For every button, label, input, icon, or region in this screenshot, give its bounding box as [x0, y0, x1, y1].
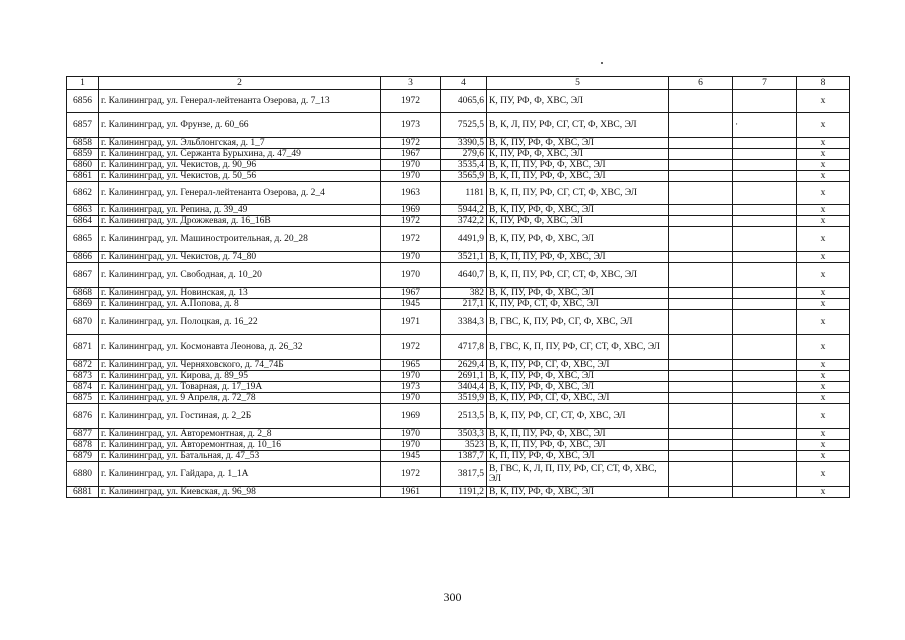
column-7-cell: [733, 462, 797, 487]
column-6-cell: [669, 335, 733, 360]
systems-cell: В, К, ПУ, РФ, Ф, ХВС, ЭЛ: [487, 371, 669, 382]
row-number: 6861: [67, 171, 99, 182]
column-7-cell: [733, 404, 797, 429]
table-row: [67, 113, 850, 138]
mark-cell: х: [797, 371, 850, 382]
year-cell: 1969: [381, 205, 441, 216]
mark-cell: х: [797, 429, 850, 440]
row-number: 6870: [67, 310, 99, 335]
table-row: [67, 429, 850, 440]
year-cell: 1945: [381, 451, 441, 462]
mark-cell: х: [797, 263, 850, 288]
mark-cell: х: [797, 310, 850, 335]
mark-cell: х: [797, 113, 850, 138]
column-7-cell: [733, 440, 797, 451]
area-cell: 3817,5: [441, 462, 487, 487]
mark-cell: х: [797, 462, 850, 487]
row-number: 6860: [67, 160, 99, 171]
systems-cell: К, ПУ, РФ, Ф, ХВС, ЭЛ: [487, 216, 669, 227]
address-cell: г. Калининград, ул. Гайдара, д. 1_1А: [99, 462, 381, 487]
column-6-cell: [669, 227, 733, 252]
row-number: 6873: [67, 371, 99, 382]
column-7-cell: [733, 335, 797, 360]
address-cell: г. Калининград, ул. Машиностроительная, д. 20_28: [99, 227, 381, 252]
column-6-cell: [669, 252, 733, 263]
year-cell: 1970: [381, 160, 441, 171]
systems-cell: В, К, ПУ, РФ, Ф, ХВС, ЭЛ: [487, 382, 669, 393]
address-cell: г. Калининград, ул. Черняховского, д. 74_74Б: [99, 360, 381, 371]
table-row: [67, 138, 850, 149]
year-cell: 1972: [381, 138, 441, 149]
systems-cell: В, К, ПУ, РФ, Ф, ХВС, ЭЛ: [487, 205, 669, 216]
row-number: 6869: [67, 299, 99, 310]
row-number: 6876: [67, 404, 99, 429]
systems-cell: К, ПУ, РФ, Ф, ХВС, ЭЛ: [487, 149, 669, 160]
mark-cell: х: [797, 216, 850, 227]
mark-cell: х: [797, 171, 850, 182]
table-row: [67, 227, 850, 252]
systems-cell: В, К, ПУ, РФ, Ф, ХВС, ЭЛ: [487, 138, 669, 149]
column-7-cell: [733, 382, 797, 393]
year-cell: 1963: [381, 182, 441, 205]
row-number: 6881: [67, 487, 99, 498]
column-7-cell: [733, 288, 797, 299]
mark-cell: х: [797, 138, 850, 149]
row-number: 6875: [67, 393, 99, 404]
column-6-cell: [669, 371, 733, 382]
column-7-cell: [733, 171, 797, 182]
header-cell-3: 3: [381, 77, 441, 90]
address-cell: г. Калининград, ул. Эльблонгская, д. 1_7: [99, 138, 381, 149]
year-cell: 1965: [381, 360, 441, 371]
column-6-cell: [669, 404, 733, 429]
systems-cell: К, ПУ, РФ, Ф, ХВС, ЭЛ: [487, 90, 669, 113]
systems-cell: К, П, ПУ, РФ, Ф, ХВС, ЭЛ: [487, 451, 669, 462]
row-number: 6867: [67, 263, 99, 288]
row-number: 6864: [67, 216, 99, 227]
mark-cell: х: [797, 149, 850, 160]
mark-cell: х: [797, 440, 850, 451]
year-cell: 1970: [381, 440, 441, 451]
systems-cell: В, К, ПУ, РФ, СГ, Ф, ХВС, ЭЛ: [487, 360, 669, 371]
column-6-cell: [669, 149, 733, 160]
column-7-cell: [733, 138, 797, 149]
column-6-cell: [669, 299, 733, 310]
table-row: [67, 299, 850, 310]
area-cell: 3384,3: [441, 310, 487, 335]
column-6-cell: [669, 429, 733, 440]
row-number: 6880: [67, 462, 99, 487]
year-cell: 1970: [381, 252, 441, 263]
address-cell: г. Калининград, ул. Репина, д. 39_49: [99, 205, 381, 216]
year-cell: 1970: [381, 371, 441, 382]
address-cell: г. Калининград, ул. Генерал-лейтенанта Озерова, д. 7_13: [99, 90, 381, 113]
row-number: 6856: [67, 90, 99, 113]
mark-cell: х: [797, 360, 850, 371]
area-cell: 2691,1: [441, 371, 487, 382]
header-row: [67, 77, 850, 90]
column-6-cell: [669, 171, 733, 182]
systems-cell: В, ГВС, К, П, ПУ, РФ, СГ, СТ, Ф, ХВС, ЭЛ: [487, 335, 669, 360]
mark-cell: х: [797, 393, 850, 404]
table-row: [67, 310, 850, 335]
address-cell: г. Калининград, ул. А.Попова, д. 8: [99, 299, 381, 310]
mark-cell: х: [797, 227, 850, 252]
row-number: 6858: [67, 138, 99, 149]
column-7-cell: [733, 205, 797, 216]
column-6-cell: [669, 205, 733, 216]
row-number: 6872: [67, 360, 99, 371]
table-row: [67, 451, 850, 462]
column-6-cell: [669, 113, 733, 138]
table-row: [67, 462, 850, 487]
area-cell: 382: [441, 288, 487, 299]
systems-cell: В, К, ПУ, РФ, Ф, ХВС, ЭЛ: [487, 227, 669, 252]
year-cell: 1973: [381, 382, 441, 393]
area-cell: 7525,5: [441, 113, 487, 138]
column-7-cell: [733, 360, 797, 371]
row-number: 6857: [67, 113, 99, 138]
area-cell: 1191,2: [441, 487, 487, 498]
row-number: 6863: [67, 205, 99, 216]
area-cell: 3404,4: [441, 382, 487, 393]
area-cell: 5944,2: [441, 205, 487, 216]
area-cell: 4491,9: [441, 227, 487, 252]
table-row: [67, 160, 850, 171]
table-row: [67, 171, 850, 182]
column-6-cell: [669, 487, 733, 498]
column-7-cell: [733, 160, 797, 171]
header-cell-5: 5: [487, 77, 669, 90]
area-cell: 3565,9: [441, 171, 487, 182]
table-row: [67, 90, 850, 113]
table-row: [67, 487, 850, 498]
address-cell: г. Калининград, ул. Товарная, д. 17_19А: [99, 382, 381, 393]
header-cell-8: 8: [797, 77, 850, 90]
address-cell: г. Калининград, ул. Дрожжевая, д. 16_16В: [99, 216, 381, 227]
table-row: [67, 263, 850, 288]
table-row: [67, 404, 850, 429]
year-cell: 1970: [381, 263, 441, 288]
column-7-cell: [733, 487, 797, 498]
column-6-cell: [669, 451, 733, 462]
column-7-cell: [733, 310, 797, 335]
table-row: [67, 371, 850, 382]
area-cell: 3519,9: [441, 393, 487, 404]
systems-cell: В, К, П, ПУ, РФ, СГ, СТ, Ф, ХВС, ЭЛ: [487, 263, 669, 288]
area-cell: 1181: [441, 182, 487, 205]
mark-cell: х: [797, 487, 850, 498]
year-cell: 1970: [381, 393, 441, 404]
year-cell: 1972: [381, 90, 441, 113]
header-cell-7: 7: [733, 77, 797, 90]
column-6-cell: [669, 382, 733, 393]
row-number: 6879: [67, 451, 99, 462]
address-cell: г. Калининград, ул. Новинская, д. 13: [99, 288, 381, 299]
year-cell: 1970: [381, 171, 441, 182]
column-7-cell: [733, 149, 797, 160]
mark-cell: х: [797, 288, 850, 299]
address-cell: г. Калининград, ул. Чекистов, д. 74_80: [99, 252, 381, 263]
systems-cell: В, К, П, ПУ, РФ, Ф, ХВС, ЭЛ: [487, 160, 669, 171]
systems-cell: В, К, ПУ, РФ, Ф, ХВС, ЭЛ: [487, 288, 669, 299]
row-number: 6874: [67, 382, 99, 393]
mark-cell: х: [797, 205, 850, 216]
mark-cell: х: [797, 252, 850, 263]
column-7-cell: [733, 299, 797, 310]
area-cell: 3390,5: [441, 138, 487, 149]
systems-cell: В, К, П, ПУ, РФ, Ф, ХВС, ЭЛ: [487, 252, 669, 263]
column-7-cell: [733, 252, 797, 263]
row-number: 6865: [67, 227, 99, 252]
column-7-cell: [733, 182, 797, 205]
year-cell: 1970: [381, 429, 441, 440]
column-7-cell: ·: [733, 113, 797, 138]
year-cell: 1961: [381, 487, 441, 498]
year-cell: 1972: [381, 335, 441, 360]
address-cell: г. Калининград, ул. Полоцкая, д. 16_22: [99, 310, 381, 335]
address-cell: г. Калининград, ул. Кирова, д. 89_95: [99, 371, 381, 382]
column-6-cell: [669, 182, 733, 205]
mark-cell: х: [797, 182, 850, 205]
table-body: [67, 90, 850, 498]
mark-cell: х: [797, 299, 850, 310]
systems-cell: В, ГВС, К, ПУ, РФ, СГ, Ф, ХВС, ЭЛ: [487, 310, 669, 335]
column-6-cell: [669, 310, 733, 335]
systems-cell: К, ПУ, РФ, СТ, Ф, ХВС, ЭЛ: [487, 299, 669, 310]
mark-cell: х: [797, 335, 850, 360]
column-7-cell: [733, 451, 797, 462]
row-number: 6859: [67, 149, 99, 160]
area-cell: 3521,1: [441, 252, 487, 263]
year-cell: 1972: [381, 462, 441, 487]
systems-cell: В, К, Л, ПУ, РФ, СГ, СТ, Ф, ХВС, ЭЛ: [487, 113, 669, 138]
mark-cell: х: [797, 404, 850, 429]
housing-registry-table: [66, 76, 850, 498]
row-number: 6878: [67, 440, 99, 451]
systems-cell: В, К, П, ПУ, РФ, Ф, ХВС, ЭЛ: [487, 440, 669, 451]
address-cell: г. Калининград, ул. Свободная, д. 10_20: [99, 263, 381, 288]
systems-cell: В, К, П, ПУ, РФ, Ф, ХВС, ЭЛ: [487, 429, 669, 440]
area-cell: 217,1: [441, 299, 487, 310]
year-cell: 1967: [381, 288, 441, 299]
mark-cell: х: [797, 160, 850, 171]
year-cell: 1972: [381, 216, 441, 227]
column-6-cell: [669, 440, 733, 451]
column-6-cell: [669, 90, 733, 113]
table-row: [67, 382, 850, 393]
systems-cell: В, К, П, ПУ, РФ, СГ, СТ, Ф, ХВС, ЭЛ: [487, 182, 669, 205]
address-cell: г. Калининград, ул. Чекистов, д. 90_96: [99, 160, 381, 171]
table-row: [67, 440, 850, 451]
address-cell: г. Калининград, ул. Батальная, д. 47_53: [99, 451, 381, 462]
table-row: [67, 393, 850, 404]
column-6-cell: [669, 462, 733, 487]
column-7-cell: [733, 371, 797, 382]
year-cell: 1969: [381, 404, 441, 429]
table-row: [67, 205, 850, 216]
address-cell: г. Калининград, ул. Киевская, д. 96_98: [99, 487, 381, 498]
address-cell: г. Калининград, ул. Чекистов, д. 50_56: [99, 171, 381, 182]
area-cell: 279,6: [441, 149, 487, 160]
column-6-cell: [669, 263, 733, 288]
row-number: 6866: [67, 252, 99, 263]
column-6-cell: [669, 288, 733, 299]
address-cell: г. Калининград, ул. Гостиная, д. 2_2Б: [99, 404, 381, 429]
column-6-cell: [669, 393, 733, 404]
area-cell: 3523: [441, 440, 487, 451]
systems-cell: В, ГВС, К, Л, П, ПУ, РФ, СГ, СТ, Ф, ХВС, ЭЛ: [487, 462, 669, 487]
column-6-cell: [669, 138, 733, 149]
year-cell: 1972: [381, 227, 441, 252]
row-number: 6862: [67, 182, 99, 205]
area-cell: 2513,5: [441, 404, 487, 429]
column-6-cell: [669, 216, 733, 227]
area-cell: 3535,4: [441, 160, 487, 171]
area-cell: 1387,7: [441, 451, 487, 462]
table-row: [67, 288, 850, 299]
area-cell: 2629,4: [441, 360, 487, 371]
row-number: 6868: [67, 288, 99, 299]
table-row: [67, 252, 850, 263]
address-cell: г. Калининград, ул. Фрунзе, д. 60_66: [99, 113, 381, 138]
row-number: 6877: [67, 429, 99, 440]
year-cell: 1945: [381, 299, 441, 310]
systems-cell: В, К, П, ПУ, РФ, Ф, ХВС, ЭЛ: [487, 171, 669, 182]
row-number: 6871: [67, 335, 99, 360]
header-cell-1: 1: [67, 77, 99, 90]
column-6-cell: [669, 360, 733, 371]
address-cell: г. Калининград, ул. Генерал-лейтенанта Озерова, д. 2_4: [99, 182, 381, 205]
address-cell: г. Калининград, ул. 9 Апреля, д. 72_78: [99, 393, 381, 404]
table-row: [67, 360, 850, 371]
column-7-cell: [733, 216, 797, 227]
mark-cell: х: [797, 90, 850, 113]
column-7-cell: [733, 263, 797, 288]
stray-mark: [601, 62, 603, 64]
address-cell: г. Калининград, ул. Космонавта Леонова, д. 26_32: [99, 335, 381, 360]
header-cell-6: 6: [669, 77, 733, 90]
table-row: [67, 182, 850, 205]
address-cell: г. Калининград, ул. Авторемонтная, д. 2_8: [99, 429, 381, 440]
table-row: [67, 216, 850, 227]
area-cell: 3503,3: [441, 429, 487, 440]
systems-cell: В, К, ПУ, РФ, Ф, ХВС, ЭЛ: [487, 487, 669, 498]
table-row: [67, 149, 850, 160]
column-7-cell: [733, 393, 797, 404]
column-7-cell: [733, 429, 797, 440]
column-6-cell: [669, 160, 733, 171]
year-cell: 1967: [381, 149, 441, 160]
year-cell: 1973: [381, 113, 441, 138]
page-number: 300: [443, 590, 462, 604]
mark-cell: х: [797, 451, 850, 462]
address-cell: г. Калининград, ул. Сержанта Бурыхина, д. 47_49: [99, 149, 381, 160]
column-7-cell: [733, 227, 797, 252]
year-cell: 1971: [381, 310, 441, 335]
area-cell: 3742,2: [441, 216, 487, 227]
header-cell-4: 4: [441, 77, 487, 90]
area-cell: 4065,6: [441, 90, 487, 113]
column-7-cell: [733, 90, 797, 113]
systems-cell: В, К, ПУ, РФ, СГ, СТ, Ф, ХВС, ЭЛ: [487, 404, 669, 429]
address-cell: г. Калининград, ул. Авторемонтная, д. 10_16: [99, 440, 381, 451]
table-row: [67, 335, 850, 360]
systems-cell: В, К, ПУ, РФ, СГ, Ф, ХВС, ЭЛ: [487, 393, 669, 404]
area-cell: 4640,7: [441, 263, 487, 288]
header-cell-2: 2: [99, 77, 381, 90]
mark-cell: х: [797, 382, 850, 393]
area-cell: 4717,8: [441, 335, 487, 360]
